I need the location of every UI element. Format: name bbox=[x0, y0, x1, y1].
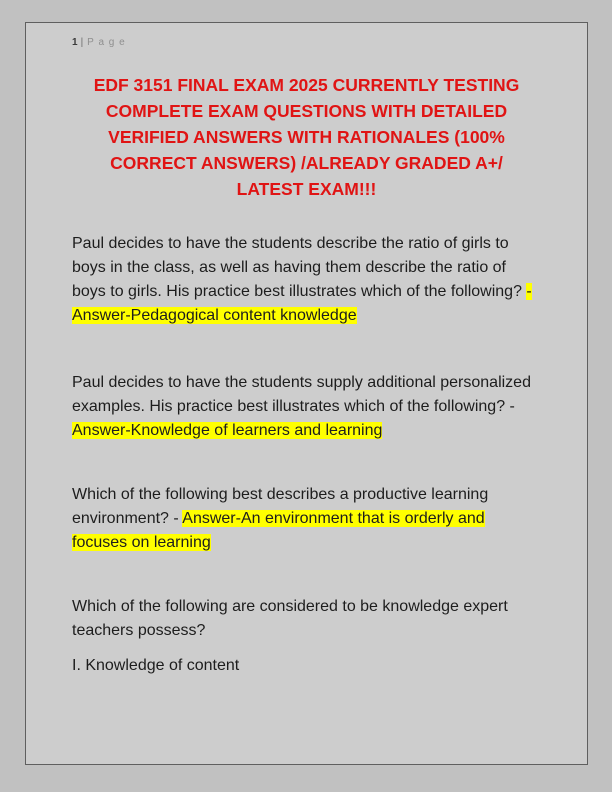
answer-highlight: Answer-Knowledge of learners and learning bbox=[72, 422, 383, 439]
title-line: CORRECT ANSWERS) /ALREADY GRADED A+/ bbox=[110, 153, 503, 173]
title-line: EDF 3151 FINAL EXAM 2025 CURRENTLY TESTING bbox=[93, 75, 520, 95]
question-text: Which of the following are considered to be knowledge expert teachers possess? bbox=[72, 598, 508, 639]
list-item-roman-one bbox=[72, 654, 541, 678]
question-paragraph bbox=[72, 371, 541, 443]
list-item-text: I. Knowledge of content bbox=[72, 657, 240, 674]
exam-title bbox=[72, 72, 541, 202]
title-line: VERIFIED ANSWERS WITH RATIONALES (100% bbox=[108, 127, 505, 147]
document-page bbox=[25, 22, 588, 765]
answer-highlight: Answer-An environment that is orderly and focuses on learning bbox=[72, 510, 485, 551]
question-text: Which of the following best describes a productive learning environment? - bbox=[72, 486, 489, 527]
page-number: 1 bbox=[72, 37, 78, 48]
title-line: COMPLETE EXAM QUESTIONS WITH DETAILED bbox=[105, 101, 508, 121]
question-paragraph bbox=[72, 232, 541, 328]
question-paragraph bbox=[72, 595, 541, 643]
answer-highlight: - Answer-Pedagogical content knowledge bbox=[72, 283, 532, 324]
header-separator: | bbox=[80, 37, 85, 48]
title-line: LATEST EXAM!!! bbox=[236, 179, 377, 199]
question-text: Paul decides to have the students describe the ratio of girls to boys in the class, as well as having them describe the ratio of boys to girls. His practice best illustrates which of the following? bbox=[72, 235, 527, 300]
question-paragraph bbox=[72, 483, 541, 555]
header-label: P a g e bbox=[87, 37, 126, 48]
question-text: Paul decides to have the students supply additional personalized examples. His practice best illustrates which of the following? - bbox=[72, 374, 531, 415]
page-header bbox=[72, 37, 541, 48]
